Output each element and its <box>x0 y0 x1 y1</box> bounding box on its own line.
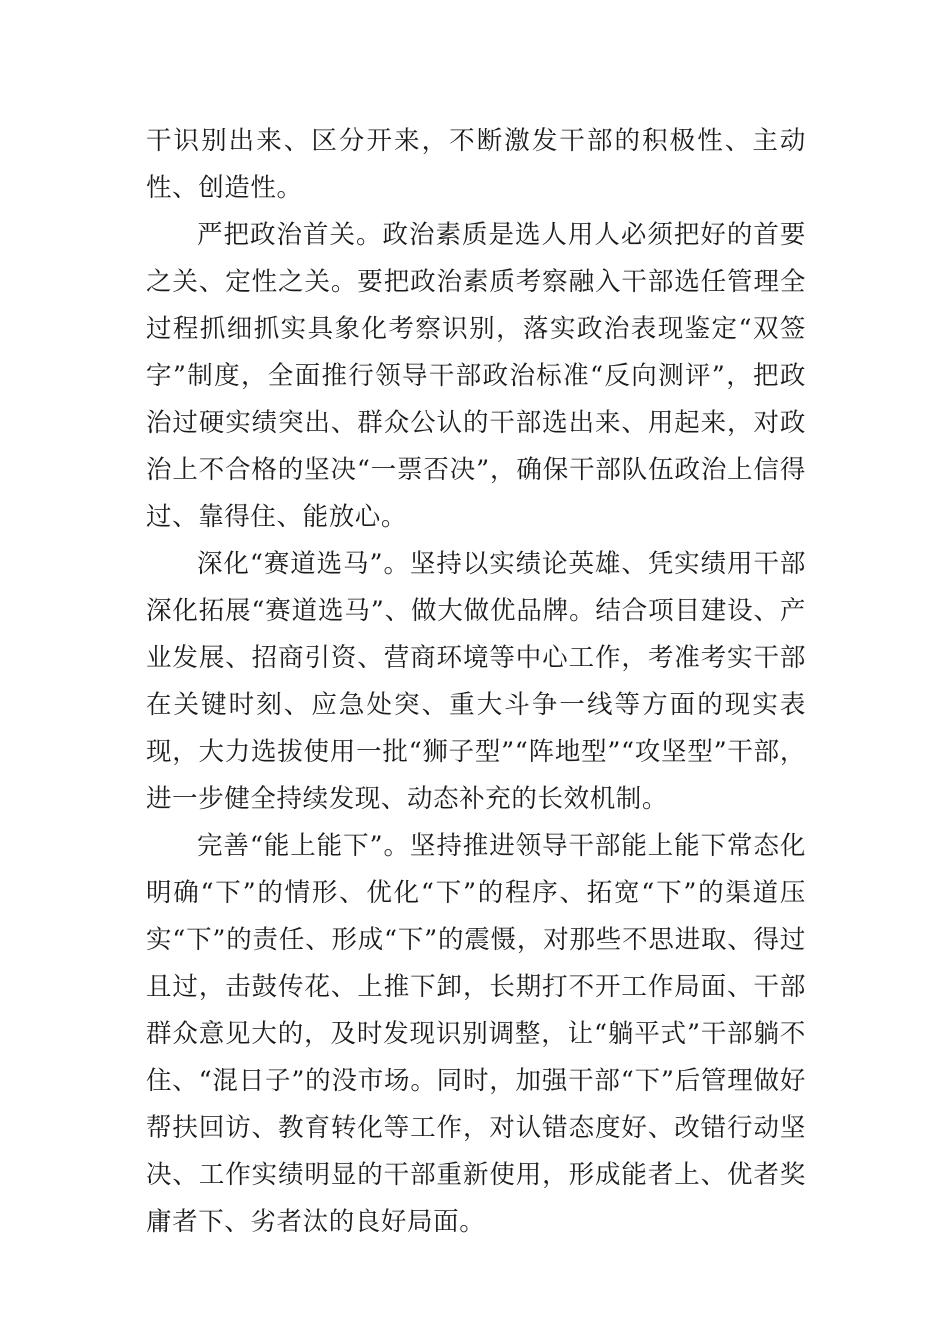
document-body <box>146 118 806 1246</box>
paragraph-track-selection: 深化“赛道选马”。坚持以实绩论英雄、凭实绩用干部深化拓展“赛道选马”、做大做优品牌。结合项目建设、产业发展、招商引资、营商环境等中心工作，考准考实干部在关键时刻、应急处突、重大斗争一线等方面的现实表现，大力选拔使用一批“狮子型”“阵地型”“攻坚型”干部，进一步健全持续发现、动态补充的长效机制。 <box>146 549 806 814</box>
paragraph-continuation: 干识别出来、区分开来，不断激发干部的积极性、主动性、创造性。 <box>146 126 806 203</box>
paragraph-political-check: 严把政治首关。政治素质是选人用人必须把好的首要之关、定性之关。要把政治素质考察融入干部选任管理全过程抓细抓实具象化考察识别，落实政治表现鉴定“双签字”制度，全面推行领导干部政治标准“反向测评”，把政治过硬实绩突出、群众公认的干部选出来、用起来，对政治上不合格的坚决“一票否决”，确保干部队伍政治上信得过、靠得住、能放心。 <box>146 220 806 532</box>
paragraph-up-and-down: 完善“能上能下”。坚持推进领导干部能上能下常态化明确“下”的情形、优化“下”的程序、拓宽“下”的渠道压实“下”的责任、形成“下”的震慑，对那些不思进取、得过且过，击鼓传花、上推下卸，长期打不开工作局面、干部群众意见大的，及时发现识别调整，让“躺平式”干部躺不住、“混日子”的没市场。同时，加强干部“下”后管理做好帮扶回访、教育转化等工作，对认错态度好、改错行动坚决、工作实绩明显的干部重新使用，形成能者上、优者奖庸者下、劣者汰的良好局面。 <box>146 831 806 1237</box>
